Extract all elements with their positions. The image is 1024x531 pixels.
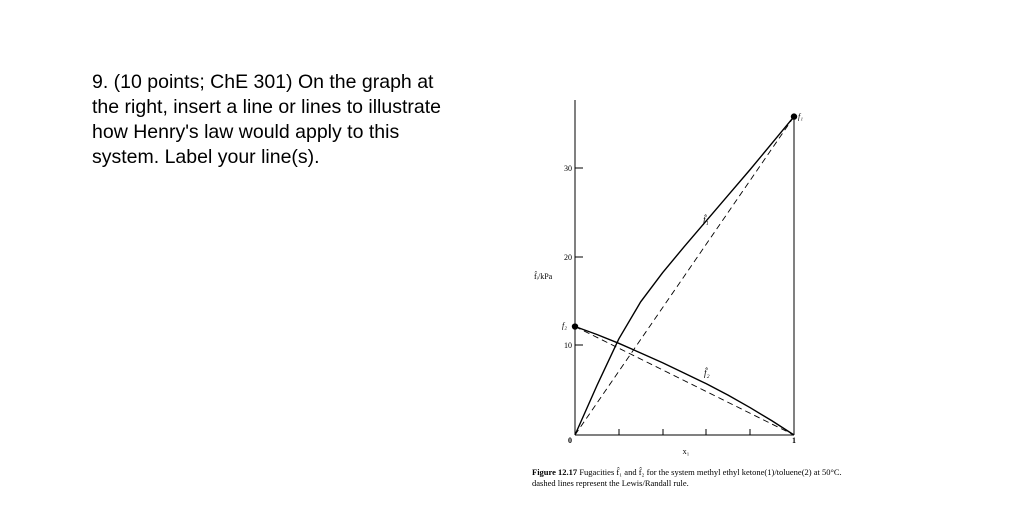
x-tick-label: 1 (792, 436, 796, 445)
question-line: system. Label your line(s). (92, 146, 320, 168)
question-line: how Henry's law would apply to this (92, 121, 400, 143)
x-axis-label: x₁ (682, 447, 690, 456)
f1-pure-label: f₁ (798, 112, 804, 121)
y-tick-label: 20 (564, 253, 572, 262)
caption-line-2: dashed lines represent the Lewis/Randall rule. (532, 478, 689, 488)
figure-caption (532, 467, 952, 489)
lewis-randall-line (575, 327, 794, 436)
f2-hat-label: f̂₂ (704, 368, 710, 378)
question-text (92, 70, 502, 170)
pure-fugacity-point (791, 113, 797, 119)
f2-pure-label: f₂ (562, 321, 568, 330)
x-tick-label: 0 (568, 436, 572, 445)
f1-hat-label: f̂₁ (703, 215, 709, 225)
caption-figure-number: Figure 12.17 (532, 467, 578, 477)
y-tick-label: 30 (564, 164, 572, 173)
question-line: 9. (10 points; ChE 301) On the graph at (92, 71, 434, 93)
fugacity-chart (520, 92, 940, 492)
y-tick-label: 10 (564, 341, 572, 350)
question-line: the right, insert a line or lines to illustrate (92, 96, 442, 118)
plot-layer (572, 113, 797, 435)
lewis-randall-line (575, 117, 794, 435)
pure-fugacity-point (572, 323, 578, 329)
fugacity-figure (520, 92, 940, 492)
caption-line-1 (532, 467, 952, 478)
caption-text: Fugacities f̂₁ and f̂₂ for the system methyl ethyl ketone(1)/toluene(2) at 50°C. (577, 467, 842, 477)
y-axis-label: f̂ᵢ/kPa (534, 272, 553, 281)
